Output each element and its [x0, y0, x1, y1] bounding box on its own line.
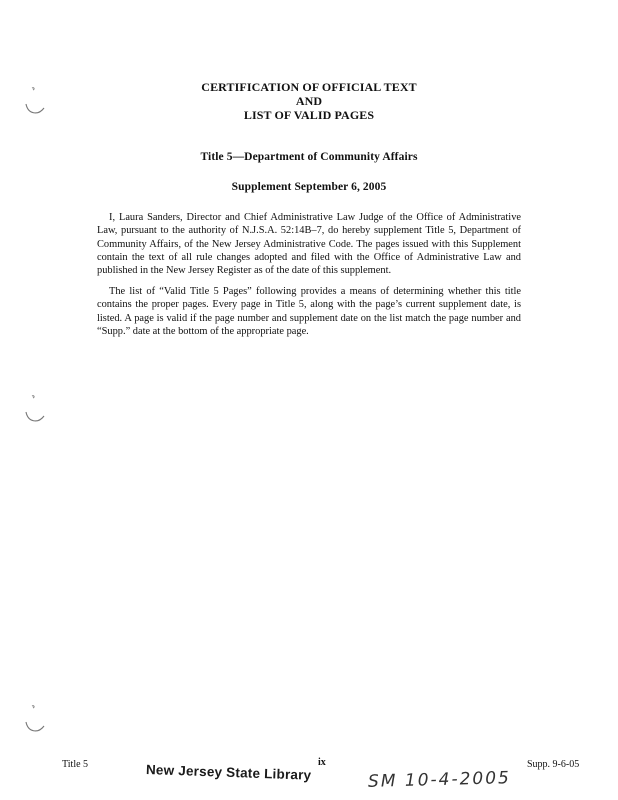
footer-title: Title 5 [62, 759, 89, 770]
valid-pages-heading: LIST OF VALID PAGES [243, 108, 375, 122]
handwritten-annotation: SM 10-4-2005 [367, 768, 512, 792]
punch-hole-mark [18, 702, 48, 738]
footer-supplement-date: Supp. 9-6-05 [527, 759, 580, 770]
library-stamp: New Jersey State Library [145, 762, 312, 783]
footer-page-number: ix [318, 757, 326, 768]
supplement-heading: Supplement September 6, 2005 [231, 181, 387, 193]
title-heading: Title 5—Department of Community Affairs [200, 151, 418, 163]
heading-and: AND [295, 94, 323, 108]
certification-heading: CERTIFICATION OF OFFICIAL TEXT [201, 80, 417, 94]
punch-hole-mark [18, 392, 48, 428]
certification-paragraph: I, Laura Sanders, Director and Chief Administrative Law Judge of the Office of Administrative Law, pursuant to the authority of N.J.S.A. 52:14B–7, do hereby supplement Title 5, Department of Community Affairs, of the New Jersey Administrative Code. The pages issued with this Supplement contain the text of all rule changes adopted and filed with the Office of Administrative Law and published in the New Jersey Register as of the date of this supplement. [97, 212, 521, 277]
valid-pages-paragraph: The list of “Valid Title 5 Pages” following provides a means of determining whether this title contains the proper pages. Every page in Title 5, along with the page’s current supplement date, is listed. A page is valid if the page number and supplement date on the list match the page number and “Supp.” date at the bottom of the appropriate page. [97, 286, 521, 337]
